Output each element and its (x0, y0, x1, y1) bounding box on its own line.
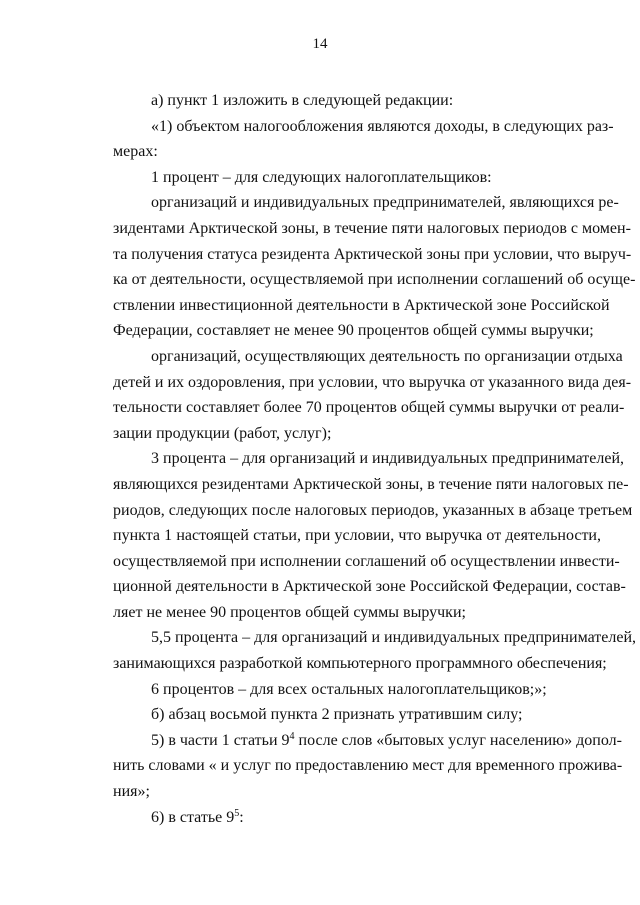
text-line: 1 процент – для следующих налогоплательщиков: (151, 168, 492, 186)
text-line: мерах: (113, 143, 158, 161)
text-line: занимающихся разработкой компьютерного программного обеспечения; (113, 655, 607, 673)
article-ref-suffix: : (239, 808, 244, 826)
text-line: ляет не менее 90 процентов общей суммы выручки; (113, 603, 466, 621)
text-line: организаций, осуществляющих деятельность по организации отдыха (151, 347, 623, 365)
text-line: 6 процентов – для всех остальных налогоплательщиков;»; (151, 680, 547, 698)
paragraph-lines (113, 88, 637, 728)
text-line: ка от деятельности, осуществляемой при исполнении соглашений об осуще- (113, 271, 636, 289)
text-line-article-9-4 (113, 728, 622, 754)
article-ref-suffix: после слов «бытовых услуг населению» допол- (294, 731, 622, 749)
text-line: осуществляемой при исполнении соглашений об осуществлении инвести- (113, 552, 620, 570)
text-line: организаций и индивидуальных предпринимателей, являющихся ре- (151, 194, 619, 212)
paragraph-tail-lines (113, 753, 623, 804)
text-line: ствлении инвестиционной деятельности в Арктической зоне Российской (113, 296, 610, 314)
text-line: ционной деятельности в Арктической зоне Российской Федерации, состав- (113, 578, 626, 596)
text-line: ния»; (113, 783, 150, 801)
text-line: риодов, следующих после налоговых периодов, указанных в абзаце третьем (113, 501, 633, 519)
text-line: 5,5 процента – для организаций и индивидуальных предпринимателей, (151, 629, 637, 647)
text-line: являющихся резидентами Арктической зоны, в течение пяти налоговых пе- (113, 475, 629, 493)
text-line: та получения статуса резидента Арктической зоны при условии, что выруч- (113, 245, 632, 263)
text-line: б) абзац восьмой пункта 2 признать утратившим силу; (151, 706, 523, 724)
superscript-4: 4 (289, 730, 295, 742)
text-line: зидентами Арктической зоны, в течение пяти налоговых периодов с момен- (113, 219, 631, 237)
text-line: тельности составляет более 70 процентов общей суммы выручки от реали- (113, 399, 625, 417)
article-ref-prefix: 6) в статье 9 (151, 808, 235, 826)
article-ref-prefix: 5) в части 1 статьи 9 (151, 731, 290, 749)
text-line: нить словами « и услуг по предоставлению мест для временного прожива- (113, 757, 623, 775)
text-line: Федерации, составляет не менее 90 процентов общей суммы выручки; (113, 322, 594, 340)
text-line: «1) объектом налогообложения являются доходы, в следующих раз- (151, 117, 614, 135)
superscript-5: 5 (234, 807, 240, 819)
text-line: пункта 1 настоящей статьи, при условии, что выручка от деятельности, (113, 527, 601, 545)
text-line: 3 процента – для организаций и индивидуальных предпринимателей, (151, 450, 625, 468)
text-line: а) пункт 1 изложить в следующей редакции: (151, 92, 454, 109)
document-body (113, 88, 637, 830)
text-line: детей и их оздоровления, при условии, что выручка от указанного вида дея- (113, 373, 632, 391)
text-line-article-9-5 (113, 805, 601, 831)
text-line: зации продукции (работ, услуг); (113, 424, 332, 442)
page-number: 14 (312, 36, 328, 52)
